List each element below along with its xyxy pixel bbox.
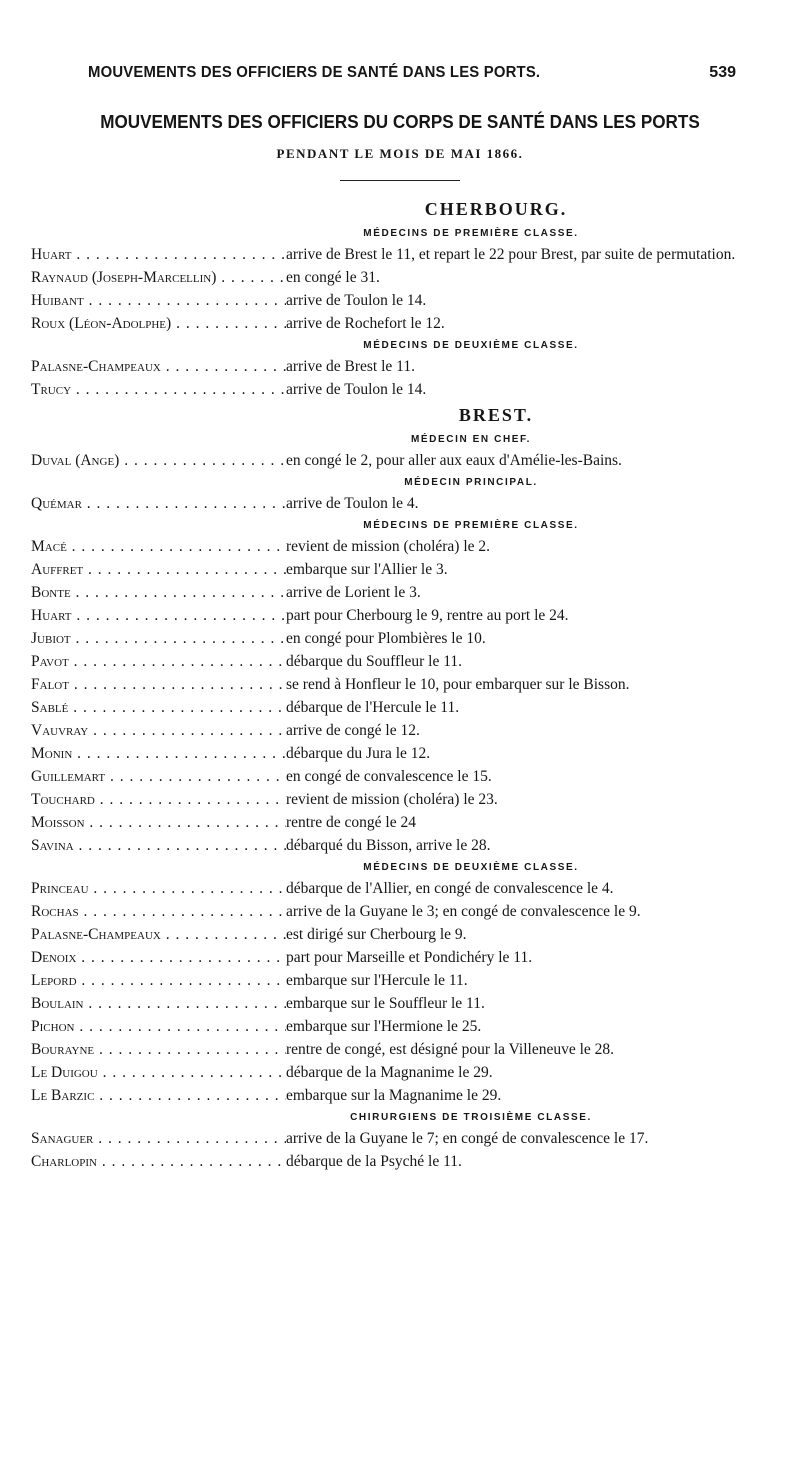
movement-description: débarque du Jura le 12. bbox=[286, 745, 431, 762]
officer-name-text: Raynaud (Joseph-Marcellin) bbox=[31, 269, 217, 286]
officer-name bbox=[31, 765, 286, 788]
officer-name-text: Charlopin bbox=[31, 1153, 97, 1170]
page-number: 539 bbox=[709, 64, 736, 81]
officer-name bbox=[31, 627, 286, 650]
officer-name bbox=[31, 696, 286, 719]
movement-description: revient de mission (choléra) le 2. bbox=[286, 538, 491, 555]
officer-name-text: Moisson bbox=[31, 814, 85, 831]
section-city-heading: CHERBOURG. bbox=[424, 199, 568, 219]
officer-name bbox=[31, 378, 286, 401]
movement-description: en congé le 2, pour aller aux eaux d'Amélie-les-Bains. bbox=[286, 452, 622, 469]
officer-name bbox=[31, 1127, 286, 1150]
movement-description: arrive de la Guyane le 3; en congé de convalescence le 9. bbox=[286, 903, 641, 920]
category-heading: MÉDECINS DE PREMIÈRE CLASSE. bbox=[363, 520, 579, 531]
entry-row bbox=[31, 992, 771, 1015]
entry-row bbox=[31, 1015, 771, 1038]
officer-name bbox=[31, 243, 286, 266]
entry-row bbox=[31, 923, 771, 946]
officer-name bbox=[31, 834, 286, 857]
movement-description: en congé le 31. bbox=[286, 269, 380, 286]
officer-name-text: Huibant bbox=[31, 292, 84, 309]
officer-name-text: Rochas bbox=[31, 903, 79, 920]
movement-description: est dirigé sur Cherbourg le 9. bbox=[286, 926, 467, 943]
entry-row bbox=[31, 719, 771, 742]
entry-row bbox=[31, 1084, 771, 1107]
officer-name-text: Sanaguer bbox=[31, 1130, 94, 1147]
movement-description: arrive de Brest le 11. bbox=[286, 358, 415, 375]
movement-description: débarque de la Magnanime le 29. bbox=[286, 1064, 493, 1081]
entry-row bbox=[31, 604, 771, 627]
entry-row bbox=[31, 969, 771, 992]
movement-description: arrive de Toulon le 4. bbox=[286, 495, 419, 512]
entry-row bbox=[31, 1150, 771, 1173]
officer-name bbox=[31, 558, 286, 581]
running-title: MOUVEMENTS DES OFFICIERS DE SANTÉ DANS LES PORTS. bbox=[88, 64, 541, 81]
entry-row bbox=[31, 581, 771, 604]
category-heading: MÉDECIN EN CHEF. bbox=[410, 434, 532, 445]
entry-row bbox=[31, 1127, 771, 1150]
officer-name bbox=[31, 1084, 286, 1107]
officer-name-text: Roux (Léon-Adolphe) bbox=[31, 315, 172, 332]
category-heading: MÉDECINS DE DEUXIÈME CLASSE. bbox=[363, 862, 579, 873]
category-heading: MÉDECINS DE DEUXIÈME CLASSE. bbox=[363, 340, 579, 351]
officer-name bbox=[31, 266, 286, 289]
officer-name-text: Monin bbox=[31, 745, 73, 762]
entry-row bbox=[31, 673, 771, 696]
entry-row bbox=[31, 558, 771, 581]
officer-name-text: Boulain bbox=[31, 995, 84, 1012]
entry-row bbox=[31, 765, 771, 788]
entry-row bbox=[31, 312, 771, 335]
officer-name bbox=[31, 742, 286, 765]
officer-name-text: Huart bbox=[31, 607, 72, 624]
officer-name bbox=[31, 946, 286, 969]
entry-row bbox=[31, 492, 771, 515]
movement-description: arrive de Rochefort le 12. bbox=[286, 315, 445, 332]
movement-description: arrive de Brest le 11, et repart le 22 pour Brest, par suite de permutation. bbox=[286, 246, 736, 263]
entry-row bbox=[31, 1038, 771, 1061]
officer-name bbox=[31, 581, 286, 604]
officer-name-text: Falot bbox=[31, 676, 69, 693]
movement-description: arrive de la Guyane le 7; en congé de convalescence le 17. bbox=[286, 1130, 649, 1147]
movement-description: rentre de congé le 24 bbox=[286, 814, 416, 831]
officer-name-text: Sablé bbox=[31, 699, 69, 716]
officer-name bbox=[31, 673, 286, 696]
officer-name-text: Bonte bbox=[31, 584, 71, 601]
officer-name-text: Trucy bbox=[31, 381, 72, 398]
officer-name bbox=[31, 312, 286, 335]
entry-row bbox=[31, 535, 771, 558]
officer-name bbox=[31, 289, 286, 312]
entry-row bbox=[31, 650, 771, 673]
category-heading: CHIRURGIENS DE TROISIÈME CLASSE. bbox=[350, 1112, 592, 1123]
officer-name bbox=[31, 535, 286, 558]
officer-name-text: Huart bbox=[31, 246, 72, 263]
movement-description: revient de mission (choléra) le 23. bbox=[286, 791, 498, 808]
officer-name bbox=[31, 449, 286, 472]
officer-name bbox=[31, 877, 286, 900]
entry-row bbox=[31, 788, 771, 811]
movement-description: arrive de congé le 12. bbox=[286, 722, 420, 739]
officer-name-text: Princeau bbox=[31, 880, 89, 897]
movement-description: débarque de l'Hercule le 11. bbox=[286, 699, 460, 716]
entry-row bbox=[31, 289, 771, 312]
movement-description: embarque sur le Souffleur le 11. bbox=[286, 995, 485, 1012]
movement-description: part pour Cherbourg le 9, rentre au port le 24. bbox=[286, 607, 569, 624]
officer-name bbox=[31, 992, 286, 1015]
entry-row bbox=[31, 378, 771, 401]
movement-description: en congé de convalescence le 15. bbox=[286, 768, 492, 785]
officer-name-text: Bourayne bbox=[31, 1041, 95, 1058]
officer-name-text: Auffret bbox=[31, 561, 84, 578]
entry-row bbox=[31, 900, 771, 923]
officer-name bbox=[31, 1150, 286, 1173]
entry-row bbox=[31, 811, 771, 834]
movement-description: débarque du Souffleur le 11. bbox=[286, 653, 463, 670]
title-rule bbox=[340, 180, 460, 181]
officer-name bbox=[31, 355, 286, 378]
movement-description: embarque sur l'Allier le 3. bbox=[286, 561, 448, 578]
entry-row bbox=[31, 449, 771, 472]
officer-name bbox=[31, 969, 286, 992]
entry-row bbox=[31, 243, 771, 266]
officer-name bbox=[31, 719, 286, 742]
movement-description: se rend à Honfleur le 10, pour embarquer sur le Bisson. bbox=[286, 676, 630, 693]
officer-name-text: Lepord bbox=[31, 972, 77, 989]
officer-name-text: Pavot bbox=[31, 653, 69, 670]
officer-name-text: Quémar bbox=[31, 495, 82, 512]
movement-description: débarque de la Psyché le 11. bbox=[286, 1153, 462, 1170]
entry-row bbox=[31, 946, 771, 969]
officer-name bbox=[31, 1015, 286, 1038]
movement-description: embarque sur l'Hermione le 25. bbox=[286, 1018, 482, 1035]
officer-name bbox=[31, 604, 286, 627]
officer-name bbox=[31, 788, 286, 811]
entry-row bbox=[31, 834, 771, 857]
officer-name bbox=[31, 1061, 286, 1084]
officer-name-text: Vauvray bbox=[31, 722, 89, 739]
category-heading: MÉDECIN PRINCIPAL. bbox=[404, 477, 538, 488]
movement-description: embarque sur l'Hercule le 11. bbox=[286, 972, 468, 989]
officer-name-text: Macé bbox=[31, 538, 67, 555]
officer-name bbox=[31, 900, 286, 923]
officer-name-text: Palasne-Champeaux bbox=[31, 926, 161, 943]
officer-name-text: Le Duigou bbox=[31, 1064, 98, 1081]
officer-name-text: Palasne-Champeaux bbox=[31, 358, 161, 375]
officer-name bbox=[31, 492, 286, 515]
entry-row bbox=[31, 355, 771, 378]
entry-row bbox=[31, 877, 771, 900]
movement-description: en congé pour Plombières le 10. bbox=[286, 630, 486, 647]
officer-name bbox=[31, 650, 286, 673]
movement-description: débarque de l'Allier, en congé de convalescence le 4. bbox=[286, 880, 614, 897]
entry-row bbox=[31, 627, 771, 650]
category-heading: MÉDECINS DE PREMIÈRE CLASSE. bbox=[363, 228, 579, 239]
officer-name-text: Jubiot bbox=[31, 630, 71, 647]
entry-row bbox=[31, 696, 771, 719]
movement-description: embarque sur la Magnanime le 29. bbox=[286, 1087, 502, 1104]
movement-description: arrive de Toulon le 14. bbox=[286, 381, 427, 398]
document-subtitle: PENDANT LE MOIS DE MAI 1866. bbox=[276, 146, 524, 161]
movement-description: rentre de congé, est désigné pour la Villeneuve le 28. bbox=[286, 1041, 615, 1058]
officer-name-text: Pichon bbox=[31, 1018, 75, 1035]
movement-description: arrive de Toulon le 14. bbox=[286, 292, 427, 309]
movements-list bbox=[31, 195, 771, 1173]
movement-description: arrive de Lorient le 3. bbox=[286, 584, 421, 601]
officer-name-text: Le Barzic bbox=[31, 1087, 95, 1104]
officer-name bbox=[31, 923, 286, 946]
entry-row bbox=[31, 1061, 771, 1084]
section-city-heading: BREST. bbox=[458, 405, 534, 425]
movement-description: débarqué du Bisson, arrive le 28. bbox=[286, 837, 491, 854]
officer-name-text: Denoix bbox=[31, 949, 77, 966]
officer-name bbox=[31, 1038, 286, 1061]
running-header bbox=[0, 64, 800, 88]
officer-name bbox=[31, 811, 286, 834]
entry-row bbox=[31, 742, 771, 765]
officer-name-text: Touchard bbox=[31, 791, 95, 808]
movement-description: part pour Marseille et Pondichéry le 11. bbox=[286, 949, 533, 966]
officer-name-text: Savina bbox=[31, 837, 74, 854]
document-title: MOUVEMENTS DES OFFICIERS DU CORPS DE SANTÉ DANS LES PORTS bbox=[100, 112, 700, 132]
officer-name-text: Duval (Ange) bbox=[31, 452, 120, 469]
officer-name-text: Guillemart bbox=[31, 768, 106, 785]
entry-row bbox=[31, 266, 771, 289]
